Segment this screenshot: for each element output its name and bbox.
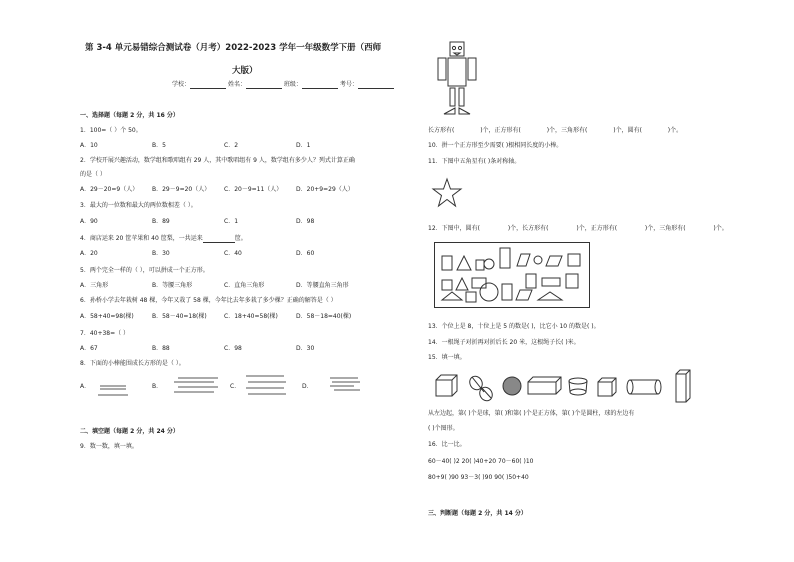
count-circle-label: )个，圆有( (613, 127, 642, 134)
question-2-line1: 2．学校开展兴趣活动，数学组和歌唱组有 29 人，其中歌唱组有 9 人，数学组有多少人？列式计算正确 (80, 157, 355, 164)
q8-option-d[interactable]: D． (302, 383, 313, 390)
cylinder-short (569, 378, 587, 395)
student-info-row (172, 81, 394, 89)
q4-option-b[interactable]: B．30 (152, 250, 170, 257)
shape-square (476, 260, 484, 270)
q4-unit: 筐。 (234, 235, 247, 242)
shape-triangle (457, 256, 471, 270)
cube-2 (598, 378, 616, 396)
q12-circle-label: 12．下图中，圆有( (428, 225, 480, 232)
question-13: 13．个位上是 8，十位上是 5 的数是( )，比它小 10 的数是( )。 (428, 323, 600, 330)
shape-triangle-2 (456, 278, 468, 290)
q1-option-d[interactable]: D．1 (296, 142, 311, 149)
shape-rect-4 (542, 278, 560, 286)
q12-end: )个。 (713, 225, 728, 232)
robot-left-leg (450, 88, 455, 106)
q6-option-b[interactable]: B．58－40=18(棵) (152, 313, 207, 320)
sticks-c (246, 376, 286, 394)
robot-right-foot (459, 108, 470, 114)
question-2-line2: 的是（ ） (80, 171, 106, 178)
cuboid-long (528, 377, 561, 394)
shape-rect-3 (526, 274, 536, 288)
q7-option-a[interactable]: A．67 (80, 345, 98, 352)
q1-option-c[interactable]: C．2 (224, 142, 239, 149)
question-1: 1．100=（ ）个 50。 (80, 127, 142, 134)
count-triangle-label: )个，三角形有( (546, 127, 588, 134)
robot-body (448, 58, 466, 86)
q5-option-b[interactable]: B．等腰三角形 (152, 282, 193, 289)
name-blank[interactable] (246, 82, 282, 89)
question-15: 15．填一填。 (428, 354, 466, 361)
sticks-d (330, 378, 360, 390)
q4-option-d[interactable]: D．60 (296, 250, 315, 257)
q5-option-c[interactable]: C．直角三角形 (224, 282, 265, 289)
q2-option-c[interactable]: C．20－9=11（人） (224, 186, 283, 193)
sphere (503, 377, 521, 395)
q5-option-a[interactable]: A．三角形 (80, 282, 109, 289)
q8-option-b[interactable]: B． (152, 383, 163, 390)
q12-square-label: )个，正方形有( (576, 225, 618, 232)
q4-text: 4．商店运来 20 筐苹果和 40 筐梨，一共运来 (80, 235, 203, 242)
section-choice-heading: 一、选择题（每题 2 分，共 16 分） (80, 112, 179, 119)
class-blank[interactable] (302, 82, 338, 89)
robot-right-arm (468, 58, 476, 80)
question-6: 6．孙桥小学去年栽树 48 棵，今年又栽了 58 棵，今年比去年多栽了多少棵？正确的解答是（ ） (80, 297, 337, 304)
sticks-b (174, 378, 218, 392)
question-16: 16．比一比。 (428, 441, 466, 448)
five-point-star (432, 178, 462, 208)
exam-title-line1: 第 3-4 单元易错综合测试卷（月考）2022-2023 学年一年级数学下册（西师 (85, 43, 382, 53)
shape-big-circle (480, 283, 498, 301)
shape-square-4 (466, 292, 476, 302)
cube-1 (436, 375, 457, 396)
question-15-text-b: ( )个图形。 (428, 425, 459, 432)
shapes-panel (434, 242, 590, 308)
robot-head (450, 42, 464, 56)
q8-option-a[interactable]: A． (80, 383, 91, 390)
shape-square-2 (568, 254, 580, 266)
q3-option-c[interactable]: C．1 (224, 218, 239, 225)
question-11: 11．下图中五角星有( )条对称轴。 (428, 158, 521, 165)
count-shapes-line (428, 127, 682, 135)
question-14: 14．一根绳子对折再对折后长 20 米，这根绳子长( )米。 (428, 339, 580, 346)
school-label: 学校： (172, 81, 191, 88)
q2-option-a[interactable]: A．29－20=9（人） (80, 186, 139, 193)
cylinder-lying (627, 380, 661, 394)
q1-option-a[interactable]: A．10 (80, 142, 98, 149)
q12-rect-label: )个，长方形有( (507, 225, 549, 232)
q2-option-b[interactable]: B．29－9=20（人） (152, 186, 211, 193)
q6-option-c[interactable]: C．18+40=58(棵) (224, 313, 278, 320)
q3-option-b[interactable]: B．89 (152, 218, 170, 225)
section-fill-heading: 二、填空题（每题 2 分，共 24 分） (80, 428, 179, 435)
sticks-a (98, 386, 128, 395)
robot-right-leg (459, 88, 464, 106)
shape-parallelogram-3 (516, 290, 532, 300)
question-7: 7．40+38=（ ） (80, 330, 130, 337)
compare-row-2: 80+9( )90 93－3( )90 90( )50+40 (428, 474, 529, 481)
shape-triangle-3 (442, 292, 462, 300)
question-10: 10．拼一个正方形至少需要( )根相同长度的小棒。 (428, 142, 563, 149)
robot-left-arm (438, 58, 446, 80)
robot-figure (434, 42, 480, 118)
shape-triangle-4 (538, 292, 562, 300)
school-blank[interactable] (190, 82, 226, 89)
q8-stick-figures (98, 376, 378, 398)
shape-tall-rect (500, 248, 510, 268)
cuboid-tall (676, 370, 690, 402)
exam-title-line2: 大版） (232, 66, 258, 76)
question-9: 9．数一数，填一填。 (80, 443, 138, 450)
q4-option-c[interactable]: C．40 (224, 250, 242, 257)
solid-shapes-row (436, 370, 696, 404)
q6-option-d[interactable]: D．58－18=40(棵) (296, 313, 352, 320)
shape-square-3 (442, 280, 452, 290)
q7-option-b[interactable]: B．88 (152, 345, 170, 352)
shape-parallelogram-2 (546, 256, 562, 266)
shape-parallelogram (517, 254, 530, 266)
examno-label: 考号： (339, 81, 358, 88)
count-end: )个。 (667, 127, 683, 134)
shape-rect-2 (472, 278, 486, 288)
question-12 (428, 225, 728, 233)
q4-blank[interactable] (203, 236, 235, 243)
q1-option-b[interactable]: B．5 (152, 142, 166, 149)
q3-option-d[interactable]: D．98 (296, 218, 315, 225)
shape-rect-6 (502, 284, 512, 300)
count-rect-label: 长方形有( (428, 127, 455, 134)
shape-circle (484, 259, 494, 269)
question-5: 5．两个完全一样的（ ），可以拼成一个正方形。 (80, 267, 209, 274)
q6-option-a[interactable]: A．58+40=98(棵) (80, 313, 134, 320)
shape-rect-5 (566, 274, 578, 288)
q4-option-a[interactable]: A．20 (80, 250, 98, 257)
question-3: 3．最大的一位数和最大的两位数相差（ ）。 (80, 202, 197, 209)
question-8: 8．下面的小棒能围成长方形的是（ ）。 (80, 360, 185, 367)
name-label: 姓名： (227, 81, 246, 88)
q5-option-d[interactable]: D．等腰直角三角形 (296, 282, 349, 289)
class-label: 班级： (283, 81, 302, 88)
robot-left-foot (444, 108, 455, 114)
count-square-label: )个，正方形有( (480, 127, 521, 134)
q8-option-c[interactable]: C． (230, 383, 241, 390)
shape-small-circle (534, 256, 542, 264)
q2-option-d[interactable]: D．20+9=29（人） (296, 186, 354, 193)
section-judge-heading: 三、判断题（每题 2 分，共 14 分） (428, 510, 527, 517)
question-15-text-a: 从左边起，第( )个是球，第( )和第( )个是正方体，第( )个是圆柱，球的左边有 (428, 410, 635, 417)
q7-option-c[interactable]: C．98 (224, 345, 242, 352)
q7-option-d[interactable]: D．30 (296, 345, 315, 352)
compare-row-1: 60－40( )2 20( )40+20 70－60( )10 (428, 458, 534, 465)
examno-blank[interactable] (358, 82, 394, 89)
question-4 (80, 235, 247, 243)
q12-triangle-label: )个，三角形有( (644, 225, 686, 232)
cylinder-tilted (467, 374, 494, 403)
q3-option-a[interactable]: A．90 (80, 218, 98, 225)
shape-rect (442, 256, 452, 270)
